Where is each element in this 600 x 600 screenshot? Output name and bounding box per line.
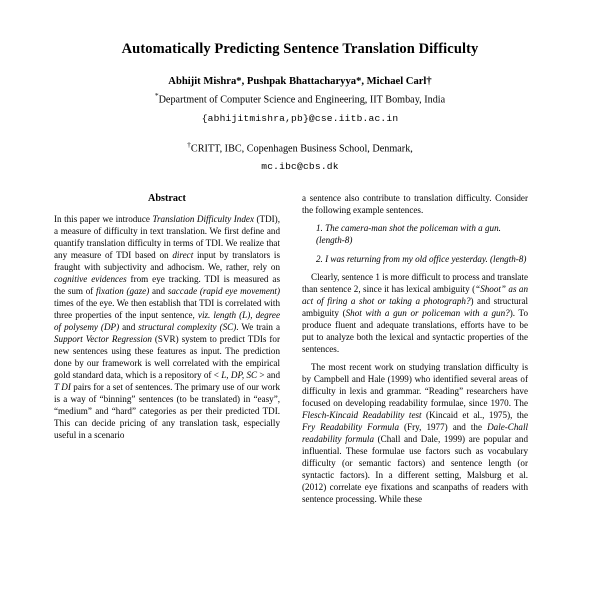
affiliation-primary <box>54 91 546 107</box>
affiliation-secondary-marker: † <box>187 140 191 149</box>
affiliation-primary-marker: * <box>154 90 159 100</box>
affiliation-primary-text: Department of Computer Science and Engineering, IIT Bombay, India <box>158 94 446 106</box>
example-sentence: 1. The camera-man shot the policeman with a gun. (length-8) <box>316 223 501 246</box>
example-sentence: 2. I was returning from my old office yesterday. (length-8) <box>316 253 527 264</box>
body-paragraph: a sentence also contribute to translation difficulty. Consider the following example sentences. <box>302 193 528 216</box>
abstract-paragraph: In this paper we introduce Translation Difficulty Index (TDI), a measure of difficulty in text translation. We first define and quantify translation difficulty in terms of TDI. We realize that any measure of TDI based on direct input by translators is fraught with subjectivity and adhocism. We, rather, rely on cognitive evidences from eye tracking. TDI is measured as the sum of fixation (gaze) and saccade (rapid eye movement) times of the eye. We then establish that TDI is correlated with three properties of the input sentence, viz. length (L), degree of polysemy (DP) and structural complexity (SC). We train a Support Vector Regression (SVR) system to predict TDIs for new sentences using these features as input. The prediction done by our framework is well correlated with the empirical gold standard data, which is a repository of < L, DP, SC > and T DI pairs for a set of sentences. The primary use of our work is a way of “binning” sentences (to be translated) in “easy”, “medium” and “hard” categories as per their predicted TDI. This can decide pricing of any translation task, especially useful in a scenario <box>54 213 281 440</box>
email-primary: {abhijitmishra,pb}@cse.iitb.ac.in <box>201 113 399 124</box>
left-column <box>54 192 280 511</box>
author-list: Abhijit Mishra*, Pushpak Bhattacharyya*, Michael Carl† <box>168 75 432 87</box>
right-column <box>302 192 528 511</box>
body-columns <box>54 192 546 511</box>
body-paragraph: Clearly, sentence 1 is more difficult to process and translate than sentence 2, since it has lexical ambiguity (“Shoot” as an act of firing a shot or taking a photograph?) and structural ambiguity (Shot with a gun or policeman with a gun?). To produce fluent and adequate translations, efforts have to be put to analyze both the lexical and syntactic properties of the sentences. <box>302 271 529 354</box>
body-paragraph: The most recent work on studying translation difficulty is by Campbell and Hale (1999) who identified several areas of difficulty in lexis and grammar. “Reading” researchers have focused on developing readability formulae, since 1970. The Flesch-Kincaid Readability test (Kincaid et al., 1975), the Fry Readability Formula (Fry, 1977) and the Dale-Chall readability formula (Chall and Dale, 1999) are popular and influential. These formulae use factors such as vocabulary difficulty (or semantic factors) and sentence length (or syntactic factors). In a different setting, Malsburg et al. (2012) correlate eye fixations and scanpaths of readers with sentence processing. While these <box>302 361 528 504</box>
abstract-heading: Abstract <box>148 193 186 205</box>
affiliation-secondary <box>54 140 546 156</box>
affiliation-secondary-text: CRITT, IBC, Copenhagen Business School, Denmark, <box>190 143 413 155</box>
page-title: Automatically Predicting Sentence Translation Difficulty <box>121 41 479 57</box>
email-secondary: mc.ibc@cbs.dk <box>261 161 339 173</box>
